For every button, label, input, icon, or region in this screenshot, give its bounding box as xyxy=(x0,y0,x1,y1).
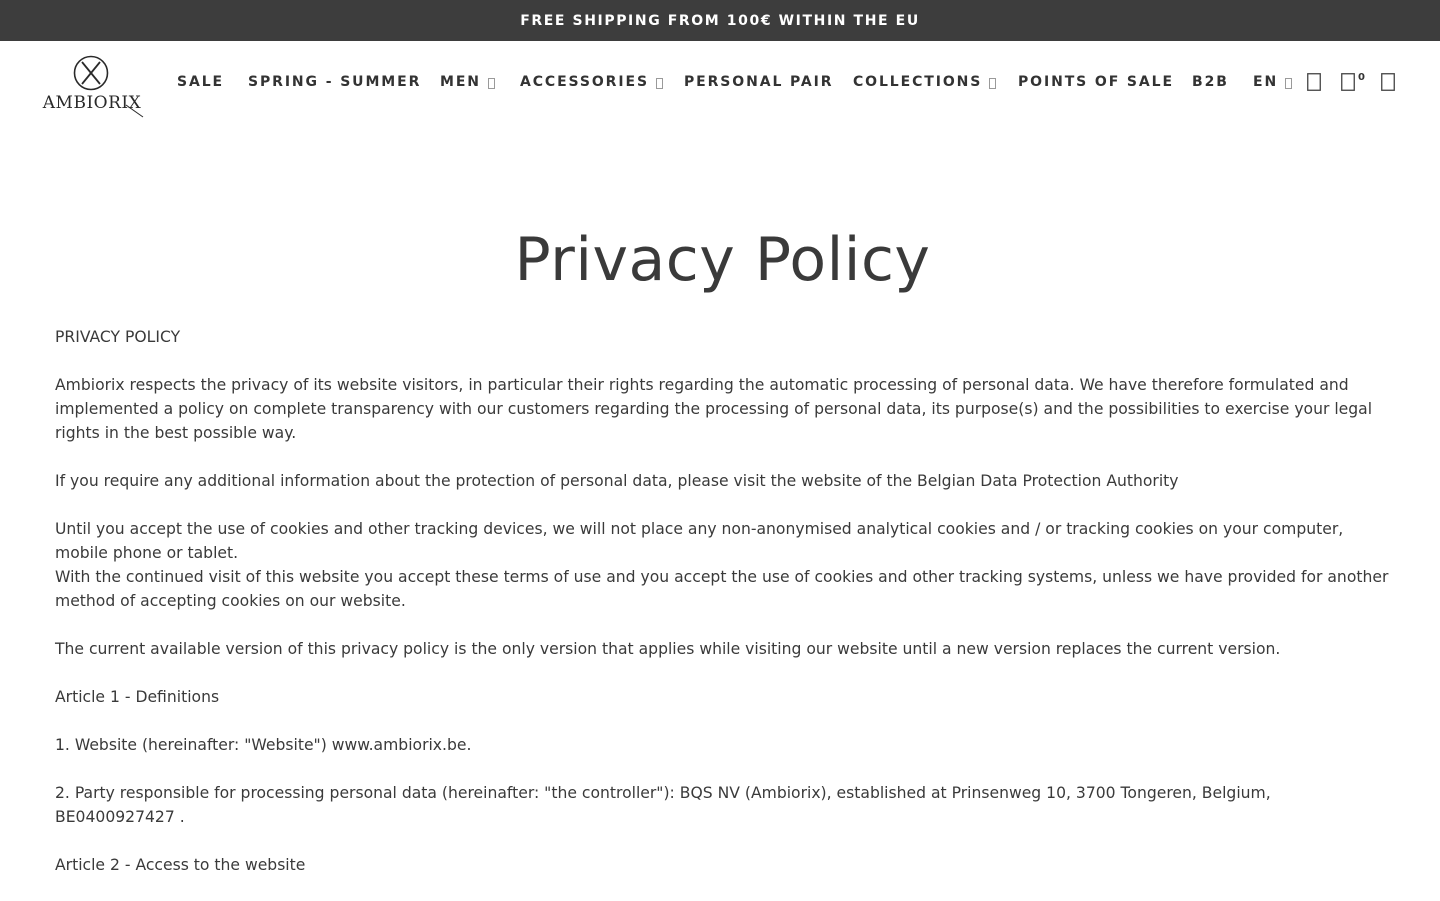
main-nav xyxy=(0,41,1440,125)
policy-heading: PRIVACY POLICY xyxy=(55,328,181,346)
chevron-down-icon xyxy=(1285,78,1292,89)
cart-count-badge: 0 xyxy=(1358,72,1365,83)
nav-item-accessories[interactable] xyxy=(520,74,663,90)
site-header xyxy=(0,41,1440,125)
nav-item-label: MEN xyxy=(440,74,481,90)
policy-paragraph: With the continued visit of this website you accept these terms of use and you accept the use of cookies and other tracking systems, unless we have provided for another method of accepting cookies on our website. xyxy=(55,568,1389,610)
article-heading: Article 1 - Definitions xyxy=(55,688,220,706)
nav-item-collections[interactable] xyxy=(853,74,996,90)
chevron-down-icon xyxy=(488,78,495,89)
policy-paragraph: Until you accept the use of cookies and other tracking devices, we will not place any non-anonymised analytical cookies and / or tracking cookies on your computer, mobile phone or tablet. xyxy=(55,520,1344,562)
logo-text: AMBIORIX xyxy=(42,93,142,113)
chevron-down-icon xyxy=(656,78,663,89)
nav-item-label: B2B xyxy=(1192,74,1229,90)
nav-item-label: POINTS OF SALE xyxy=(1018,74,1174,90)
main-content xyxy=(55,210,1390,901)
policy-paragraph: 1. Website (hereinafter: "Website") www.ambiorix.be. xyxy=(55,736,472,754)
user-icon[interactable] xyxy=(1307,73,1323,93)
nav-item-men[interactable] xyxy=(440,74,495,90)
nav-item-label: ACCESSORIES xyxy=(520,74,649,90)
policy-body xyxy=(55,325,1390,877)
nav-item-label: SPRING - SUMMER xyxy=(248,74,422,90)
policy-paragraph: 2. Party responsible for processing personal data (hereinafter: "the controller"): BQS NV (Ambiorix), established at Prinsenweg 10, 3700 Tongeren, Belgium, BE0400927427 . xyxy=(55,784,1271,826)
nav-item-sale[interactable] xyxy=(177,74,224,90)
nav-item-b2b[interactable] xyxy=(1192,74,1229,90)
nav-item-label: PERSONAL PAIR xyxy=(684,74,834,90)
nav-item-points-of-sale[interactable] xyxy=(1018,74,1174,90)
page-title: Privacy Policy xyxy=(514,225,931,295)
language-label: EN xyxy=(1253,74,1279,90)
policy-paragraph: Ambiorix respects the privacy of its website visitors, in particular their rights regarding the automatic processing of personal data. We have therefore formulated and implemented a policy on complete transparency with our customers regarding the processing of personal data, its purpose(s) and the possibilities to exercise your legal rights in the best possible way. xyxy=(55,376,1373,442)
announcement-bar xyxy=(0,0,1440,41)
article-heading: Article 2 - Access to the website xyxy=(55,856,306,874)
nav-item-spring-summer[interactable] xyxy=(248,74,421,90)
announcement-text: FREE SHIPPING FROM 100€ WITHIN THE EU xyxy=(520,12,920,29)
nav-item-label: COLLECTIONS xyxy=(853,74,983,90)
chevron-down-icon xyxy=(989,78,996,89)
policy-paragraph: If you require any additional information about the protection of personal data, please visit the website of the Belgian Data Protection Authority xyxy=(55,472,1179,490)
language-selector[interactable] xyxy=(1253,74,1292,90)
nav-item-label: SALE xyxy=(177,74,225,90)
search-icon[interactable] xyxy=(1381,73,1397,93)
policy-paragraph: The current available version of this privacy policy is the only version that applies while visiting our website until a new version replaces the current version. xyxy=(55,640,1281,658)
nav-item-personal-pair[interactable] xyxy=(684,74,833,90)
cart-icon[interactable] xyxy=(1341,73,1357,93)
